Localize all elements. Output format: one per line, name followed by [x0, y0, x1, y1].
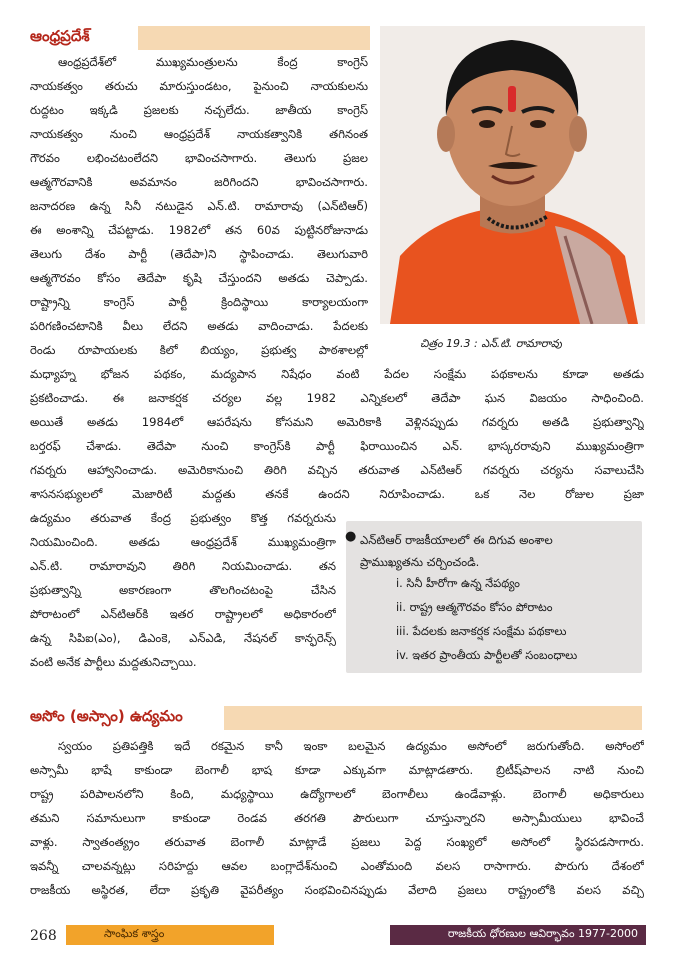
discussion-item: iv. ఇతర ప్రాంతీయ పార్టీలతో సంబంధాలు	[396, 648, 578, 662]
figure-caption: చిత్రం 19.3 : ఎన్.టి. రామారావు	[420, 337, 562, 350]
text-line: రెండు రూపాయలకు కిలో బియ్యం, ప్రభుత్వ పాఠశాలల్లో	[30, 343, 368, 357]
text-line: ప్రకటించాడు. ఈ జనాకర్షక చర్యల వల్ల 1982 ఎన్నికలలో తెదేపా ఘన విజయం సాధించింది.	[30, 391, 644, 405]
text-line: నాయకత్వం తరుచు మారుస్తుండటం, పైనుంచి నాయకులను	[30, 79, 368, 93]
text-line: పోరాటంలో ఎన్‌టిఆర్‌కి ఇతర రాష్ట్రాలలో అధికారంలో	[30, 607, 336, 621]
discussion-item: ii. రాష్ట్ర ఆత్మగౌరవం కోసం పోరాటం	[396, 600, 553, 614]
section-heading-assam	[30, 706, 183, 730]
bullet-icon: ●	[345, 529, 357, 544]
prompt-line: ఎన్‌టిఆర్ రాజకీయాలలో ఈ దిగువ అంశాల	[360, 533, 553, 547]
footer-chapter-title	[390, 925, 646, 945]
text-line: తమని సమానులుగా కాకుండా రెండవ తరగతి పౌరులుగా చూస్తున్నారని అస్సామీయులు భావించే	[30, 811, 644, 825]
book-title-text: సాంఘిక శాస్త్రం	[104, 927, 165, 940]
section-title: అసోం (అస్సాం) ఉద్యమం	[30, 707, 183, 725]
text-line: ఆత్మగౌరవానికి అవమానం జరిగిందని భావించసాగారు.	[30, 175, 368, 189]
text-line: అస్సామీ భాషే కాకుండా బెంగాలీ భాష కూడా ఎక్కువగా మాట్లాడతారు. బ్రిటీష్‌పాలన నాటి నుంచి	[30, 763, 644, 777]
section-title: ఆంధ్రప్రదేశ్	[30, 27, 90, 45]
portrait-drawing	[380, 26, 645, 324]
discussion-item: iii. పేదలకు జనాకర్షక సంక్షేమ పథకాలు	[396, 624, 567, 638]
discussion-box	[346, 521, 642, 673]
text-line: ఉన్న సిపిఐ(ఎం), డిఎంకె, ఎన్‌ఎడి, నేషనల్ కాన్ఫరెన్స్	[30, 631, 336, 645]
text-line: ఆత్మగౌరవం కోసం తెదేపా కృషి చేస్తుందని అతడు చెప్పాడు.	[30, 271, 368, 285]
text-line: వాళ్లు. స్వాతంత్య్రం తరువాత బెంగాలీ మాట్లాడే ప్రజలు పెద్ద సంఖ్యలో అసోంలో స్థిరపడసాగారు.	[30, 835, 644, 849]
section1-left-text	[30, 506, 336, 674]
text-line: ఆంధ్రప్రదేశ్‌లో ముఖ్యమంత్రులను కేంద్ర కాంగ్రెస్	[58, 55, 368, 69]
text-line: స్వయం ప్రతిపత్తికి ఇదే రకమైన కానీ ఇంకా బలమైన ఉద్యమం అసోంలో జరుగుతోంది. అసోంలో	[58, 739, 644, 753]
text-line: ఈ అంశాన్ని చేపట్టాడు. 1982లో తన 60వ పుట్టినరోజునాడు	[30, 223, 368, 237]
text-line: పరిగణించటానికి వీలు లేదని అతడు వాదించాడు. పేదలకు	[30, 319, 368, 333]
section-heading-bar	[138, 26, 370, 50]
text-line: జనాదరణ ఉన్న సినీ నటుడైన ఎన్.టి. రామారావు (ఎన్‌టిఆర్)	[30, 199, 368, 213]
prompt-line: ప్రాముఖ్యతను చర్చించండి.	[360, 555, 480, 569]
text-line: రాజకీయ అస్థిరత, లేదా ప్రకృతి వైపరీత్యం సంభవించినప్పుడు వేలాది ప్రజలు రాష్ట్రంలోకి వలస వచ్చి	[30, 883, 644, 897]
section-heading-andhra	[30, 26, 90, 50]
section1-column-text	[30, 50, 368, 362]
footer-book-title	[66, 925, 274, 945]
text-line: బర్తరఫ్ చేశాడు. తెదేపా నుంచి కాంగ్రెస్‌కి పార్టీ ఫిరాయించిన ఎన్. భాస్కరరావుని ముఖ్యమంత్రిగా	[30, 439, 644, 453]
section2-text	[30, 734, 644, 902]
text-line: రాష్ట్ర పరిపాలనలోని కింది, మధ్యస్థాయి ఉద్యోగాలలో బెంగాలీలు ఉండేవాళ్లు. బెంగాలీ అధికారులు	[30, 787, 644, 801]
text-line: అయితే అతడు 1984లో ఆపరేషను కోసమని అమెరికాకి వెళ్లినప్పుడు గవర్నరు అతడి ప్రభుత్వాన్ని	[30, 415, 644, 429]
text-line: ఉద్యమం తరువాత కేంద్ర ప్రభుత్వం కొత్త గవర్నరును	[30, 511, 336, 525]
text-line: రాష్ట్రాన్ని కాంగ్రెస్ పార్టీ క్రిందిస్థాయి కార్యాలయంగా	[30, 295, 368, 309]
text-line: వంటి అనేక పార్టీలు మద్దతునిచ్చాయి.	[30, 655, 197, 669]
section1-full-text	[30, 362, 644, 506]
text-line: నాయకత్వం నుంచి ఆంధ్రప్రదేశ్ నాయకత్వానికి తగినంత	[30, 127, 368, 141]
text-line: గౌరవం లభించటంలేదని భావించసాగారు. తెలుగు ప్రజల	[30, 151, 368, 165]
text-line: ఇవన్నీ చాలవన్నట్లు సరిహద్దు ఆవల బంగ్లాదేశ్‌నుంచి ఎంతోమంది వలస రాసాగారు. పొరుగు దేశంలో	[30, 859, 644, 873]
text-line: తెలుగు దేశం పార్టీ (తెదేపా)ని స్థాపించాడు. తెలుగువారి	[30, 247, 368, 261]
text-line: ఎన్.టి. రామారావుని తిరిగి నియమించాడు. తన	[30, 559, 336, 573]
discussion-prompt	[360, 529, 553, 573]
text-line: నియమించింది. అతడు ఆంధ్రప్రదేశ్ ముఖ్యమంత్రిగా	[30, 535, 336, 549]
text-line: శాసనసభ్యులలో మెజారిటీ మద్దతు తనకే ఉందని నిరూపించాడు. ఒక నెల రోజుల ప్రజా	[30, 487, 644, 501]
text-line: రుద్దటం ఇక్కడి ప్రజలకు నచ్చలేదు. జాతీయ కాంగ్రెస్	[30, 103, 368, 117]
text-line: మధ్యాహ్న భోజన పథకం, మద్యపాన నిషేధం వంటి పేదల సంక్షేమ పథకాలను కూడా అతడు	[30, 367, 644, 381]
discussion-item: i. సినీ హీరోగా ఉన్న నేపథ్యం	[396, 576, 520, 590]
text-line: గవర్నరు ఆహ్వానించాడు. అమెరికానుంచి తిరిగి వచ్చిన తరువాత ఎన్‌టిఆర్ గవర్నరు చర్యను సవాలుచేసి	[30, 463, 644, 477]
discussion-items	[396, 571, 577, 667]
section-heading-bar	[224, 706, 642, 730]
page-number: 268	[30, 928, 57, 944]
ntr-portrait-image	[380, 26, 645, 324]
chapter-title-text: రాజకీయ ధోరణుల ఆవిర్భావం 1977-2000	[447, 927, 638, 940]
text-line: ప్రభుత్వాన్ని అకారణంగా తొలగించటంపై చేసిన	[30, 583, 336, 597]
